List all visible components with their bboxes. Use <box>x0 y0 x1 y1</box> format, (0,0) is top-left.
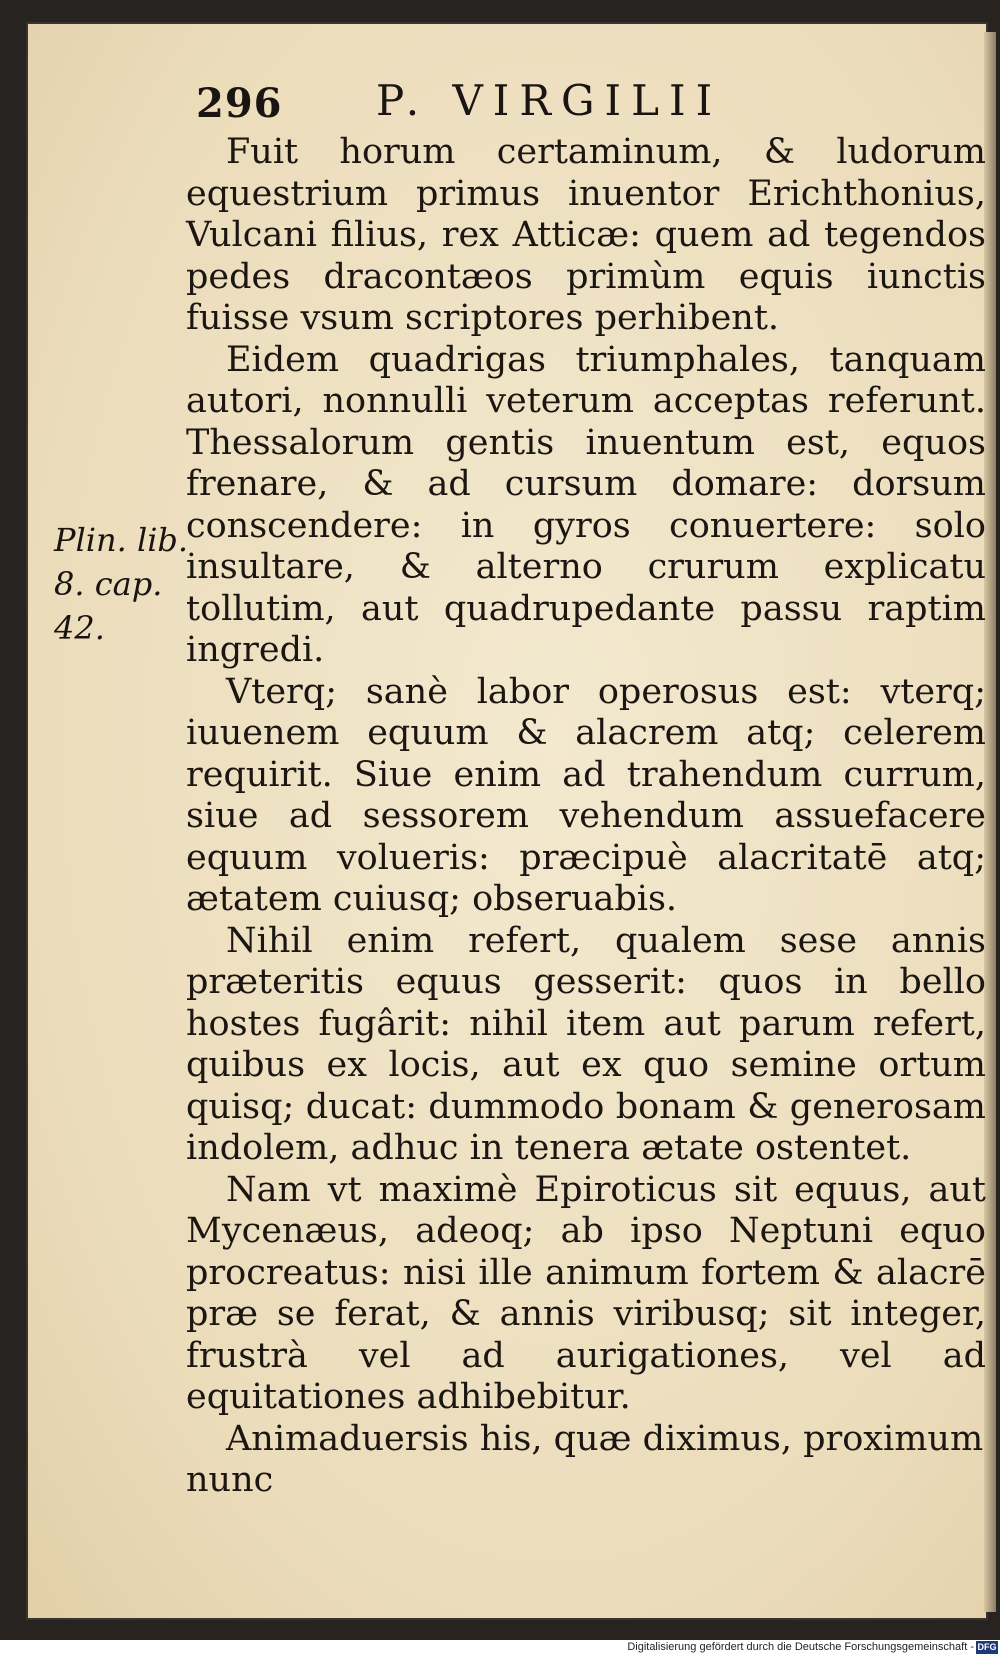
paragraph-1: Fuit horum certaminum, & ludorum equestrium primus inuentor Erichthonius, Vulcani filius, rex Atticæ: quem ad tegendos pedes dracontæos primùm equis iunctis fuisse vsum scriptores perhibent. <box>186 132 986 338</box>
page-number: 296 <box>196 80 283 127</box>
catchword: nunc <box>186 1460 274 1500</box>
running-title: P. VIRGILII <box>376 76 723 125</box>
margin-note <box>54 518 194 650</box>
paragraph-2: Eidem quadrigas triumphales, tanquam autori, nonnulli veterum acceptas referunt. Thessalorum gentis inuentum est, equos frenare, & ad cursum domare: dorsum conscendere: in gyros conuertere: solo insultare, & alterno crurum explicatu tollutim, aut quadrupedante passu raptim ingredi. <box>186 339 986 670</box>
paragraph-5: Nam vt maximè Epiroticus sit equus, aut Mycenæus, adeoq; ab ipso Neptuni equo procreatus: nisi ille animum fortem & alacrē præ se ferat, & annis viribusq; sit integer, frustrà vel ad aurigationes, vel ad equitationes adhibebitur. <box>186 1169 986 1417</box>
margin-note-line-1: Plin. lib. <box>54 521 189 559</box>
footer-credit: Digitalisierung gefördert durch die Deutsche Forschungsgemeinschaft - <box>627 1641 974 1653</box>
paragraph-4: Nihil enim refert, qualem sese annis præteritis equus gesserit: quos in bello hostes fugârit: nihil item aut parum refert, quibus ex locis, aut ex quo semine ortum quisq; ducat: dummodo bonam & generosam indolem, adhuc in tenera ætate ostentet. <box>186 920 986 1168</box>
paragraph-6: Animaduersis his, quæ diximus, proximum <box>226 1418 984 1459</box>
running-head <box>196 70 796 130</box>
paragraph-3: Vterq; sanè labor operosus est: vterq; iuuenem equum & alacrem atq; celerem requirit. Siue enim ad trahendum currum, siue ad sessorem vehendum assuefacere equum volueris: præcipuè alacritatē atq; ætatem cuiusq; obseruabis. <box>186 671 986 919</box>
margin-note-line-2: 8. cap. 42. <box>54 565 163 647</box>
dfg-logo: DFG <box>977 1642 997 1652</box>
body-text <box>186 132 986 1502</box>
